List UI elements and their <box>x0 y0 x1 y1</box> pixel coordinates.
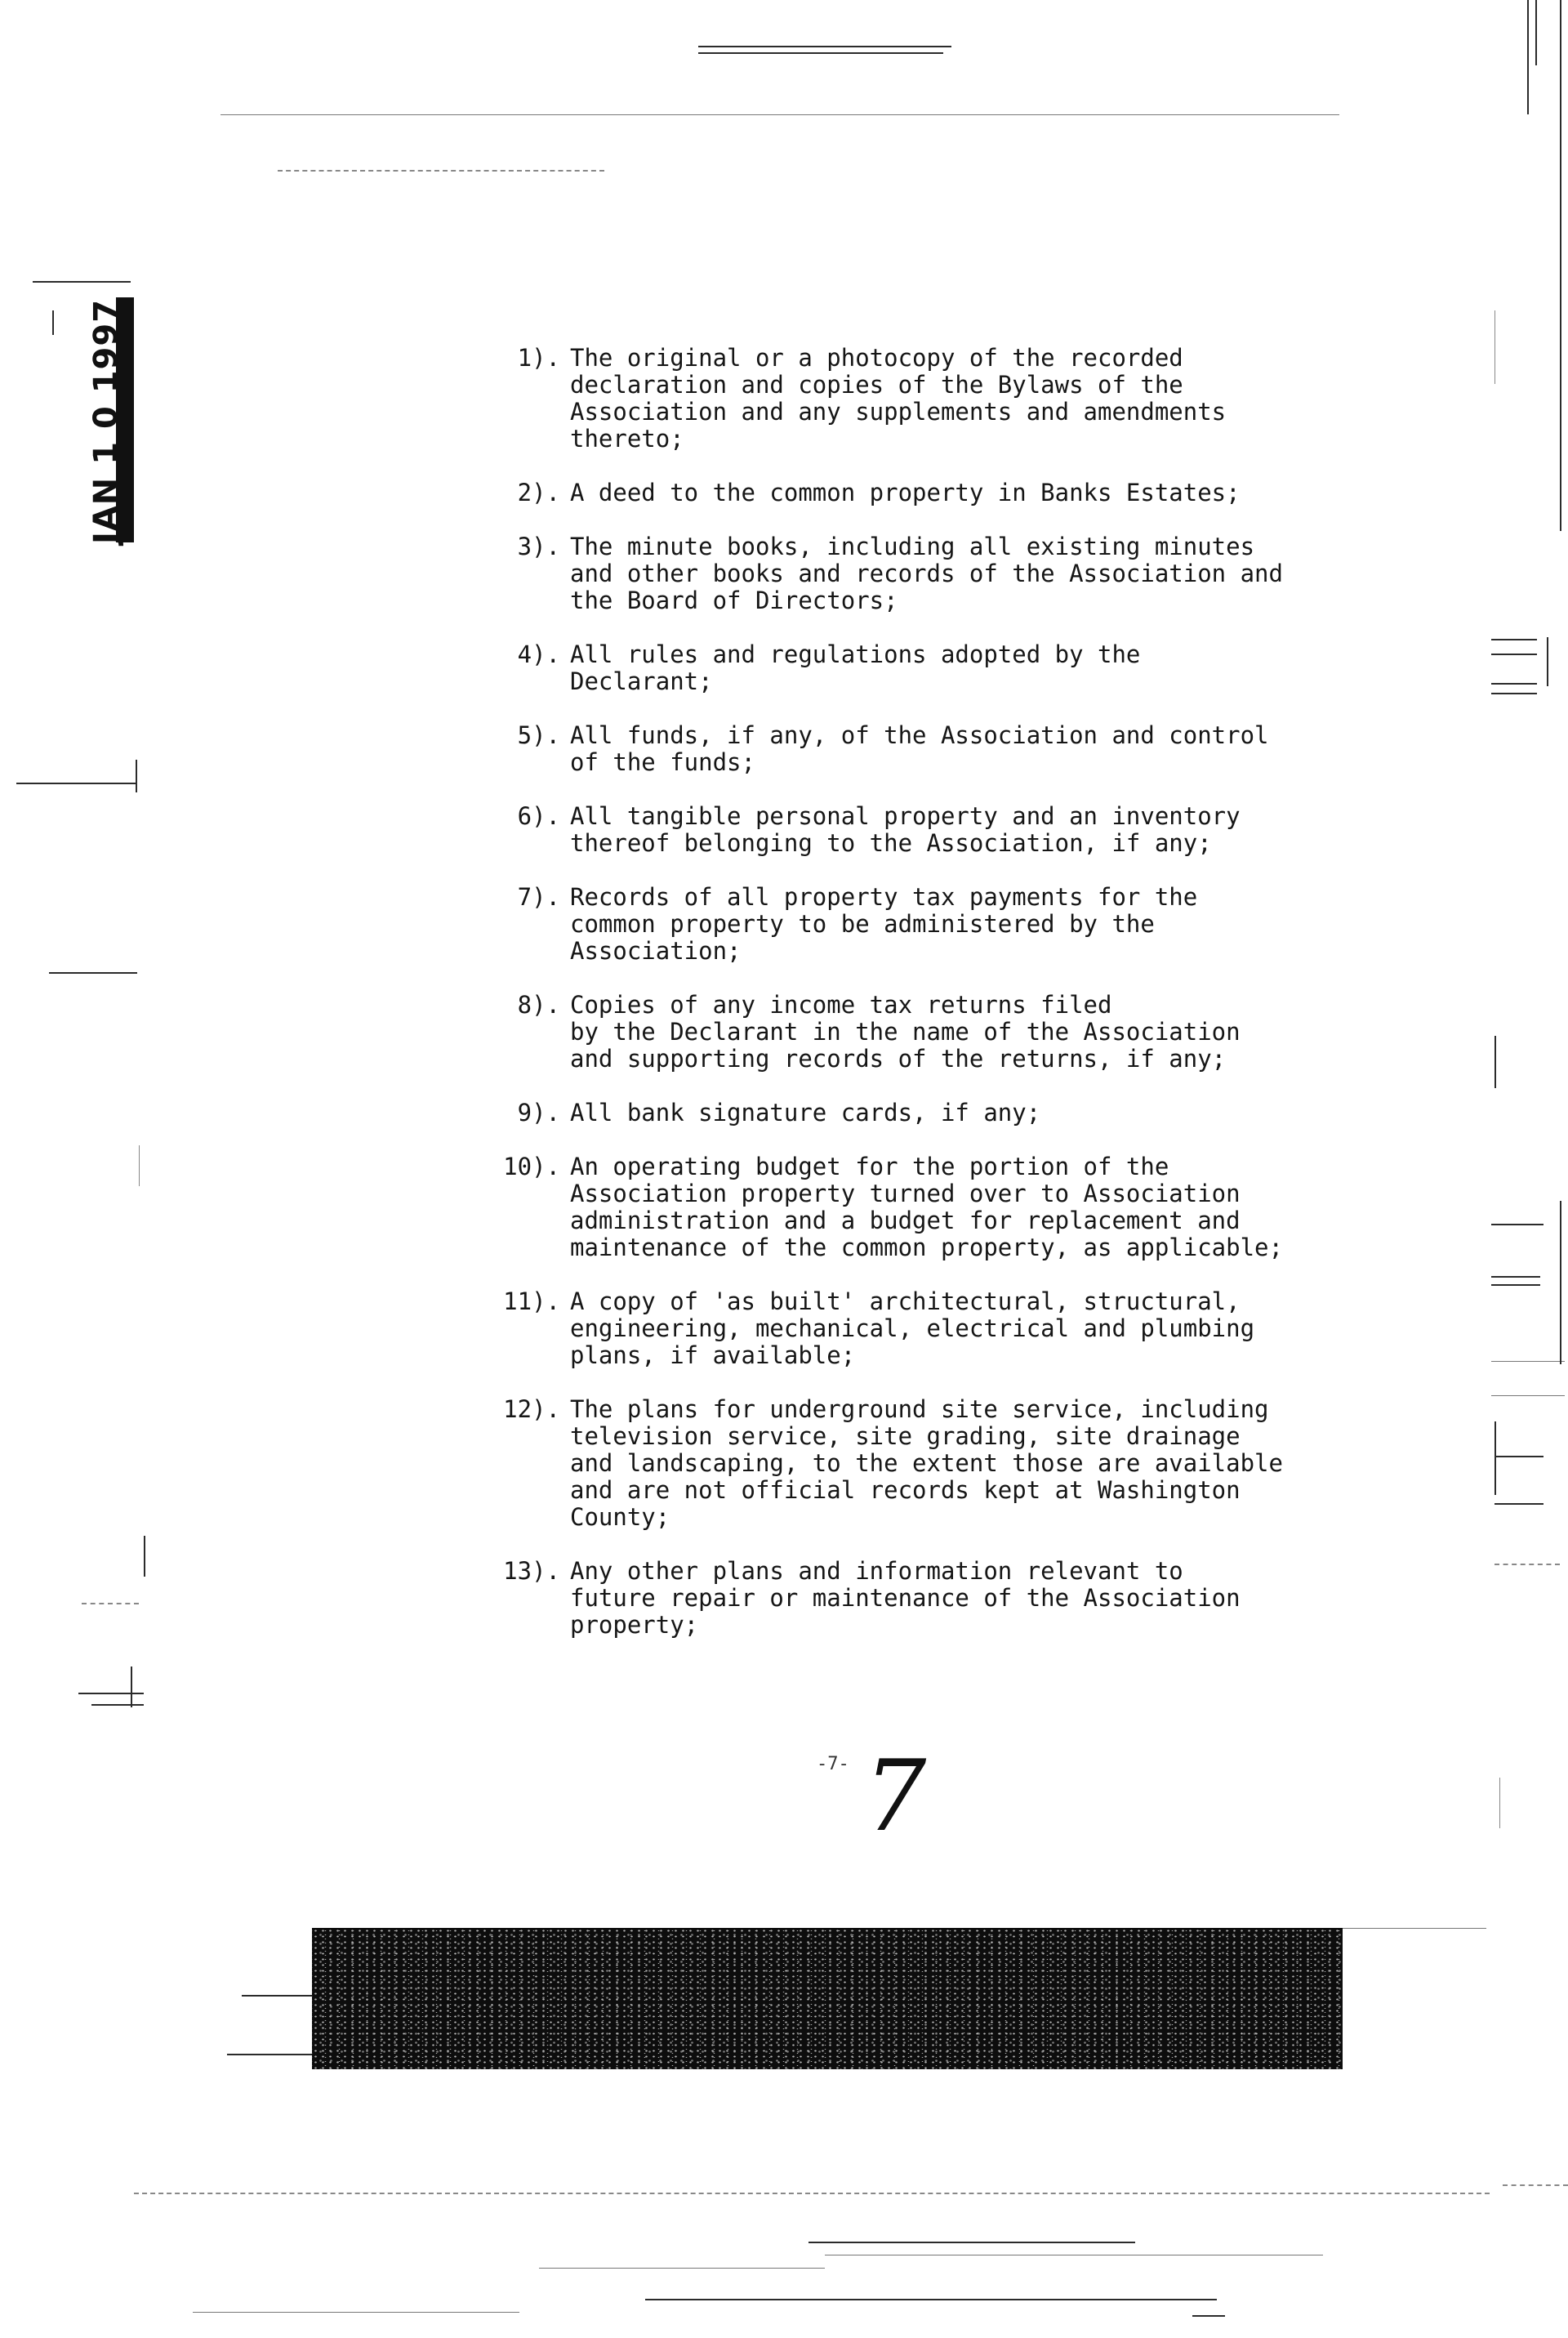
item-number: 2). <box>517 479 560 506</box>
item-text: An operating budget for the portion of the Association property turned over to Association administration and a budget for replacement and maintenance of the common property, as applicable; <box>570 1153 1283 1261</box>
item-text: Any other plans and information relevant to future repair or maintenance of the Association property; <box>570 1557 1241 1639</box>
scan-line <box>1535 0 1537 65</box>
scan-line <box>1491 639 1537 640</box>
item-number: 13). <box>503 1557 560 1585</box>
scan-line <box>1499 1778 1500 1828</box>
item-text: All funds, if any, of the Association and control of the funds; <box>570 721 1269 776</box>
item-text: A deed to the common property in Banks Estates; <box>570 479 1241 506</box>
scan-line <box>134 2193 1490 2194</box>
list-item <box>457 345 1356 453</box>
item-text: The original or a photocopy of the recorded declaration and copies of the Bylaws of the Association and any supplements and amendments thereto; <box>570 344 1227 453</box>
item-number: 6). <box>517 802 560 830</box>
item-number: 9). <box>517 1099 560 1127</box>
item-text: All rules and regulations adopted by the Declarant; <box>570 640 1141 695</box>
scan-line <box>52 310 54 335</box>
scan-line <box>1494 1503 1544 1505</box>
item-number: 3). <box>517 533 560 560</box>
scan-line <box>1560 1201 1561 1364</box>
list-item <box>457 533 1356 614</box>
scan-line <box>33 281 131 283</box>
scan-line <box>645 2299 1217 2300</box>
scan-line <box>1491 1395 1565 1396</box>
item-number: 11). <box>503 1287 560 1315</box>
list-item <box>457 803 1356 857</box>
scan-line <box>82 1603 139 1604</box>
scan-line <box>91 1704 144 1706</box>
item-number: 1). <box>517 344 560 372</box>
scan-line <box>698 52 943 54</box>
scan-line <box>193 2312 519 2313</box>
scan-line <box>1547 637 1548 686</box>
scan-line <box>1491 1224 1544 1225</box>
scan-line <box>16 783 137 784</box>
item-text: A copy of 'as built' architectural, structural, engineering, mechanical, electrical and plumbing plans, if available; <box>570 1287 1255 1369</box>
scan-line <box>1192 2315 1225 2317</box>
list-item <box>457 641 1356 695</box>
scan-line <box>808 2242 1135 2243</box>
scan-line <box>242 1995 314 1997</box>
scan-line <box>144 1536 145 1577</box>
scan-noise-block <box>312 1928 1343 2069</box>
scan-line <box>227 2054 312 2055</box>
list-item <box>457 992 1356 1073</box>
scan-line <box>1494 310 1495 384</box>
scan-line <box>1560 0 1561 531</box>
scan-line <box>698 46 951 47</box>
list-item <box>457 1288 1356 1369</box>
item-text: Copies of any income tax returns filed by the Declarant in the name of the Association and supporting records of the returns, if any; <box>570 991 1241 1073</box>
scan-line <box>1494 1564 1560 1565</box>
scan-line <box>1491 654 1537 655</box>
document-list <box>457 345 1356 1666</box>
item-text: Records of all property tax payments for the common property to be administered by the Association; <box>570 883 1198 965</box>
scan-line <box>1491 683 1537 685</box>
scan-line <box>278 170 604 172</box>
list-item <box>457 1100 1356 1127</box>
item-text: All bank signature cards, if any; <box>570 1099 1041 1127</box>
scan-line <box>1491 1361 1565 1362</box>
stamp-date: JAN 1 0 1997 <box>87 298 125 545</box>
scan-line <box>1494 1036 1496 1088</box>
scan-line <box>220 114 1339 115</box>
item-number: 8). <box>517 991 560 1019</box>
item-text: All tangible personal property and an inventory thereof belonging to the Association, if any; <box>570 802 1241 857</box>
list-item <box>457 480 1356 506</box>
item-text: The minute books, including all existing minutes and other books and records of the Association and the Board of Directors; <box>570 533 1283 614</box>
scan-line <box>1491 693 1537 694</box>
scan-line <box>1494 1456 1544 1457</box>
item-text: The plans for underground site service, including television service, site grading, site drainage and landscaping, to the extent those are available and are not official records kept at Washington County; <box>570 1395 1283 1531</box>
page-number: -7- <box>817 1754 849 1774</box>
list-item <box>457 722 1356 776</box>
scan-line <box>139 1145 140 1186</box>
item-number: 7). <box>517 883 560 911</box>
scan-line <box>136 760 137 792</box>
scan-line <box>131 1666 132 1707</box>
list-item <box>457 1396 1356 1531</box>
scan-line <box>539 2268 825 2269</box>
scan-line <box>1503 2184 1568 2186</box>
scan-line <box>1491 1284 1540 1286</box>
list-item <box>457 1153 1356 1261</box>
list-item <box>457 1558 1356 1639</box>
item-number: 4). <box>517 640 560 668</box>
scan-line <box>78 1693 144 1694</box>
received-date-stamp <box>78 298 134 545</box>
scan-line <box>1491 1276 1540 1278</box>
scan-line <box>1527 0 1529 114</box>
item-number: 10). <box>503 1153 560 1180</box>
handwritten-page-number: 7 <box>864 1740 927 1854</box>
scan-line <box>1494 1421 1496 1495</box>
scan-line <box>1339 1928 1486 1929</box>
scan-line <box>49 972 137 974</box>
list-item <box>457 884 1356 965</box>
item-number: 12). <box>503 1395 560 1423</box>
item-number: 5). <box>517 721 560 749</box>
